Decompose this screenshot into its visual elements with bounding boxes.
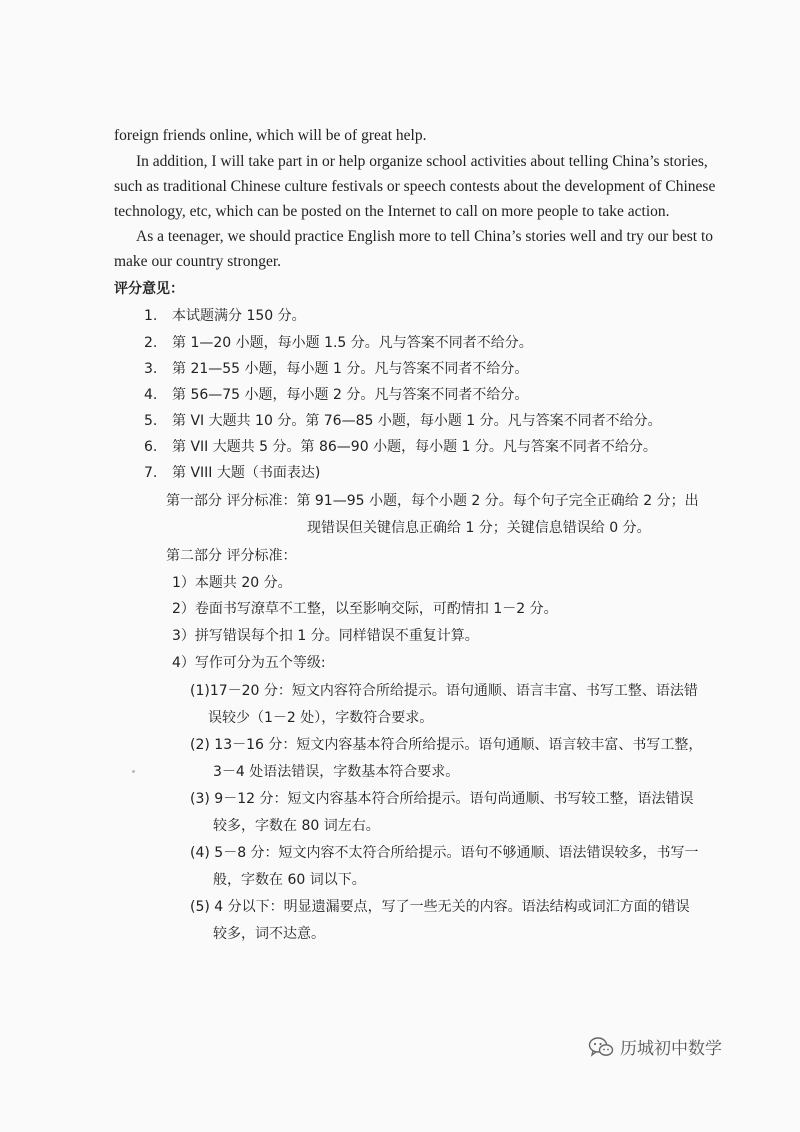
item-text: 第 VI 大题共 10 分。第 76—85 小题，每小题 1 分。凡与答案不同者不给分。 [172,413,662,429]
essay-line-1: foreign friends online, which will be of great help. [114,127,427,144]
part2-item: 1）本题共 20 分。 [172,575,292,591]
part2-item: 4）写作可分为五个等级: [172,655,326,671]
part2-heading: 第二部分 评分标准： [166,548,297,564]
scan-speck [132,770,135,773]
scoring-item [144,411,662,431]
item-number: 5. [144,413,158,429]
item-text: 第 21—55 小题，每小题 1 分。凡与答案不同者不给分。 [172,361,529,377]
essay-line-3: such as traditional Chinese culture festivals or speech contests about the development of Chinese [114,178,716,195]
watermark-text: 历城初中数学 [620,1039,722,1059]
item-text: 第 VII 大题共 5 分。第 86—90 小题，每小题 1 分。凡与答案不同者不给分。 [172,439,657,455]
scoring-heading: 评分意见： [114,281,184,297]
item-text: 第 56—75 小题，每小题 2 分。凡与答案不同者不给分。 [172,387,529,403]
scoring-item [144,306,306,326]
scoring-item [144,463,320,483]
essay-line-6: make our country stronger. [114,253,282,270]
level-3-line-1: (3) 9－12 分：短文内容基本符合所给提示。语句尚通顺、书写较工整，语法错误 [190,791,694,807]
item-number: 2. [144,335,158,351]
essay-line-5: As a teenager, we should practice English more to tell China’s stories well and try our best to [136,228,714,245]
level-2-line-2: 3－4 处语法错误，字数基本符合要求。 [213,764,460,780]
watermark [588,1034,722,1059]
item-number: 1. [144,308,158,324]
essay-line-4: technology, etc, which can be posted on the Internet to call on more people to take action. [114,203,670,220]
item-number: 4. [144,387,158,403]
level-2-line-1: (2) 13－16 分：短文内容基本符合所给提示。语句通顺、语言较丰富、书写工整， [190,737,703,753]
item-text: 本试题满分 150 分。 [172,308,306,324]
level-1-line-1: (1)17－20 分：短文内容符合所给提示。语句通顺、语言丰富、书写工整、语法错 [190,683,698,699]
item-number: 6. [144,439,158,455]
item-number: 3. [144,361,158,377]
scoring-item [144,385,528,405]
part1-criteria-line-2: 现错误但关键信息正确给 1 分；关键信息错误给 0 分。 [307,520,651,536]
part2-item: 3）拼写错误每个扣 1 分。同样错误不重复计算。 [172,628,479,644]
level-5-line-2: 较多，词不达意。 [213,926,325,942]
level-5-line-1: (5) 4 分以下：明显遗漏要点，写了一些无关的内容。语法结构或词汇方面的错误 [190,899,690,915]
part2-item: 2）卷面书写潦草不工整，以至影响交际，可酌情扣 1－2 分。 [172,601,558,617]
essay-line-2: In addition, I will take part in or help organize school activities about telling China’s stories, [136,153,708,170]
item-text: 第 1—20 小题，每小题 1.5 分。凡与答案不同者不给分。 [172,335,533,351]
scoring-item [144,359,528,379]
level-3-line-2: 较多，字数在 80 词左右。 [213,818,380,834]
scoring-item [144,333,533,353]
part1-criteria-line-1: 第一部分 评分标准：第 91—95 小题，每个小题 2 分。每个句子完全正确给 2 分；出 [166,493,699,509]
scoring-item [144,437,657,457]
level-4-line-2: 般，字数在 60 词以下。 [213,872,366,888]
item-text: 第 VIII 大题（书面表达) [172,465,321,481]
level-1-line-2: 误较少（1－2 处），字数符合要求。 [208,710,434,726]
item-number: 7. [144,465,158,481]
wechat-icon [588,1036,614,1058]
level-4-line-1: (4) 5－8 分：短文内容不太符合所给提示。语句不够通顺、语法错误较多，书写一 [190,845,699,861]
